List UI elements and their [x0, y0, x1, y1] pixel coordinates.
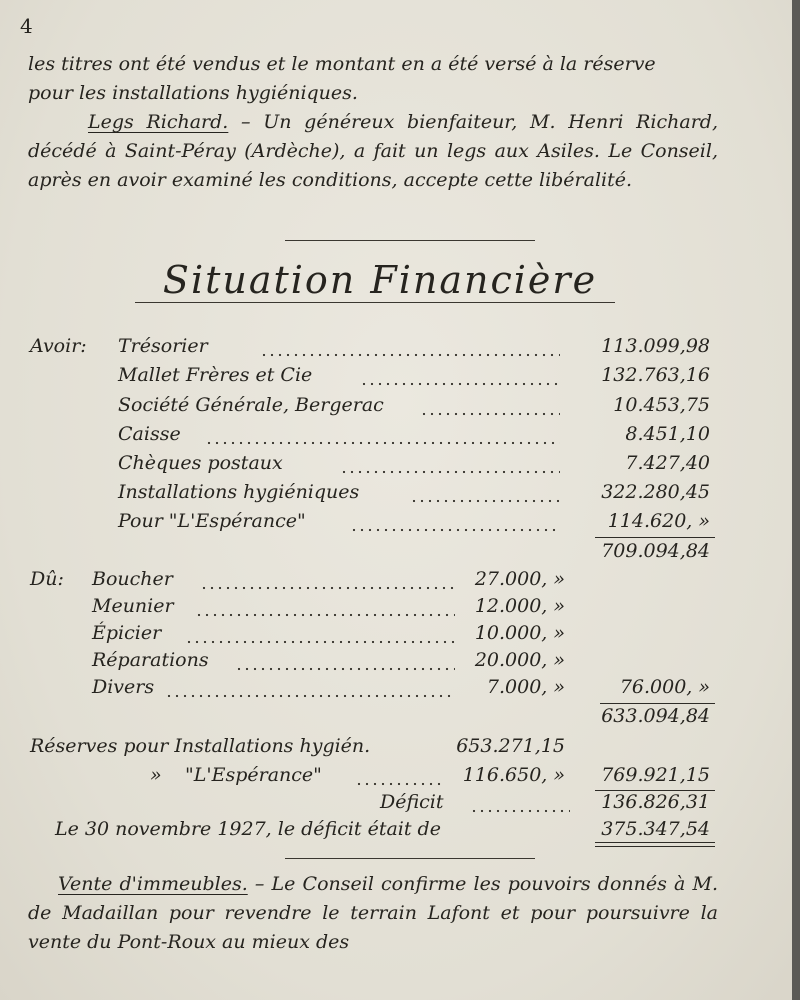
esperance-amount: 116.650, »	[462, 764, 565, 786]
leader-dots	[185, 640, 455, 644]
avoir-total-row	[0, 540, 800, 570]
reserves-amount: 653.271,15	[456, 735, 565, 757]
leader-dots	[235, 667, 455, 671]
leader-dots	[360, 382, 560, 386]
vente-text	[28, 870, 718, 957]
avoir-label: Avoir:	[30, 335, 87, 357]
du-item-label: Épicier	[92, 622, 162, 644]
avoir-item-amount: 7.427,40	[625, 452, 710, 474]
avoir-row-6	[0, 481, 800, 511]
avoir-row-3	[0, 394, 800, 424]
du-item-amount: 7.000, »	[486, 676, 565, 698]
du-item-amount: 20.000, »	[474, 649, 565, 671]
avoir-item-amount: 10.453,75	[613, 394, 710, 416]
du-item-label: Boucher	[92, 568, 173, 590]
ditto-mark: »	[150, 764, 162, 786]
du-label: Dû:	[30, 568, 64, 590]
du-item-amount: 10.000, »	[474, 622, 565, 644]
du-item-amount: 12.000, »	[474, 595, 565, 617]
final-underline-1	[595, 842, 715, 843]
title-underline	[135, 302, 615, 303]
avoir-item-label: Pour "L'Espérance"	[118, 510, 306, 532]
legs-heading: Legs Richard.	[88, 111, 229, 133]
leader-dots	[260, 353, 560, 357]
reserves-label: Réserves pour Installations hygién.	[30, 735, 371, 757]
du-item-label: Divers	[92, 676, 155, 698]
date-deficit-label: Le 30 novembre 1927, le déficit était de	[55, 818, 441, 840]
avoir-row-2	[0, 364, 800, 394]
avoir-row-1	[0, 335, 800, 365]
leader-dots	[340, 470, 560, 474]
date-deficit-row	[0, 818, 800, 848]
intro-line-1: les titres ont été vendus et le montant en a été versé à la réserve	[28, 53, 656, 75]
reserves-total: 769.921,15	[601, 764, 710, 786]
net-amount: 633.094,84	[601, 705, 710, 727]
deficit-row	[0, 791, 800, 821]
du-sum-line	[600, 703, 715, 704]
avoir-item-label: Caisse	[118, 423, 181, 445]
avoir-item-amount: 113.099,98	[601, 335, 710, 357]
leader-dots	[165, 694, 455, 698]
vente-heading: Vente d'immeubles.	[58, 873, 248, 895]
leader-dots	[200, 586, 455, 590]
page-number: 4	[20, 14, 33, 38]
deficit-amount: 136.826,31	[601, 791, 710, 813]
du-row-4	[0, 649, 800, 679]
avoir-item-amount: 132.763,16	[601, 364, 710, 386]
avoir-row-5	[0, 452, 800, 482]
avoir-item-amount: 114.620, »	[607, 510, 710, 532]
vente-paragraph	[28, 870, 718, 957]
final-underline-2	[595, 846, 715, 847]
avoir-item-amount: 322.280,45	[601, 481, 710, 503]
avoir-total: 709.094,84	[601, 540, 710, 562]
leader-dots	[420, 412, 560, 416]
avoir-sum-line	[595, 537, 715, 538]
leader-dots	[470, 809, 570, 813]
leader-dots	[350, 528, 560, 532]
du-row-3	[0, 622, 800, 652]
avoir-row-4	[0, 423, 800, 453]
section-divider-bottom	[285, 858, 535, 859]
intro-line-2: pour les installations hygiéniques.	[28, 82, 358, 104]
esperance-label: "L'Espérance"	[185, 764, 322, 786]
legs-body: – Un généreux bienfaiteur, M. Henri Richard, décédé à Saint-Péray (Ardèche), a fait un legs aux Asiles. Le Conseil, après en avoir examiné les conditions, accepte cette libéralité.	[28, 111, 719, 191]
leader-dots	[205, 441, 560, 445]
du-item-amount: 27.000, »	[474, 568, 565, 590]
reserves-row-1	[0, 735, 800, 765]
section-divider-top	[285, 240, 535, 241]
avoir-item-amount: 8.451,10	[625, 423, 710, 445]
du-row-1	[0, 568, 800, 598]
section-title: Situation Financière	[162, 258, 598, 302]
du-row-2	[0, 595, 800, 625]
leader-dots	[355, 782, 445, 786]
du-total: 76.000, »	[619, 676, 710, 698]
avoir-item-label: Société Générale, Bergerac	[118, 394, 384, 416]
legs-richard-paragraph	[28, 108, 718, 195]
vente-body: – Le Conseil confirme les pouvoirs donnés à M. de Madaillan pour revendre le terrain Lafont et pour poursuivre la vente du Pont-Roux au mieux des	[28, 873, 718, 953]
avoir-item-label: Mallet Frères et Cie	[118, 364, 313, 386]
net-row	[0, 705, 800, 735]
intro-paragraph	[28, 50, 718, 195]
leader-dots	[195, 613, 455, 617]
avoir-item-label: Installations hygiéniques	[118, 481, 360, 503]
du-item-label: Meunier	[92, 595, 174, 617]
avoir-item-label: Chèques postaux	[118, 452, 283, 474]
date-deficit-amount: 375.347,54	[601, 818, 710, 840]
leader-dots	[410, 499, 560, 503]
avoir-row-7	[0, 510, 800, 540]
du-item-label: Réparations	[92, 649, 209, 671]
avoir-item-label: Trésorier	[118, 335, 208, 357]
du-row-5	[0, 676, 800, 706]
deficit-label: Déficit	[380, 791, 444, 813]
